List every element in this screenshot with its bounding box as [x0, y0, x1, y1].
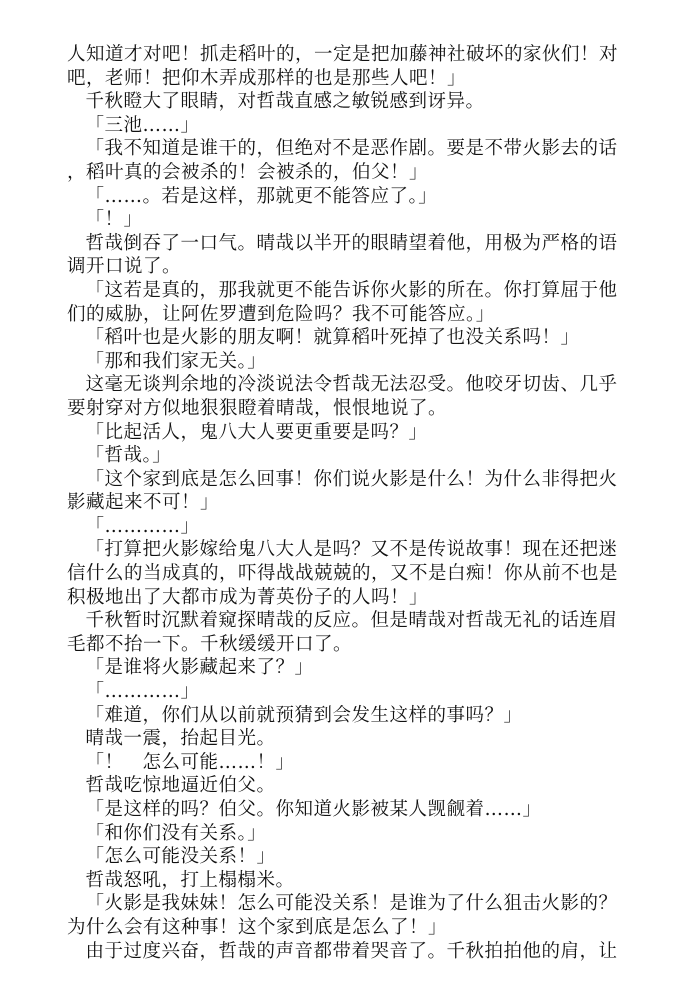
paragraph: 「稻叶也是火影的朋友啊！就算稻叶死掉了也没关系吗！」	[85, 327, 580, 349]
paragraph: 「这若是真的，那我就更不能告诉你火影的所在。你打算屈于他们的威胁，让阿佐罗遭到危险吗？我不可能答应。」	[67, 279, 618, 325]
paragraph: 「！」	[85, 209, 143, 231]
paragraph: 哲哉怒吼，打上榻榻米。	[85, 869, 295, 891]
body-text	[67, 43, 633, 963]
paragraph: 由于过度兴奋，哲哉的声音都带着哭音了。千秋拍拍他的肩，让	[85, 940, 618, 962]
paragraph: 千秋暂时沉默着窥探晴哉的反应。但是晴哉对哲哉无礼的话连眉毛都不抬一下。千秋缓缓开口了。	[67, 610, 618, 655]
paragraph: 「……。若是这样，那就更不能答应了。」	[85, 185, 438, 207]
paragraph: 「是谁将火影藏起来了？」	[85, 657, 314, 679]
paragraph: 晴哉一震，抬起目光。	[85, 728, 276, 750]
paragraph: 「三池……」	[85, 114, 200, 136]
paragraph: 「比起活人，鬼八大人要更重要是吗？」	[85, 421, 428, 443]
paragraph: 千秋瞪大了眼睛，对哲哉直感之敏锐感到讶异。	[85, 91, 485, 113]
paragraph: 「这个家到底是怎么回事！你们说火影是什么！为什么非得把火影藏起来不可！」	[67, 468, 618, 514]
paragraph: 「和你们没有关系。」	[85, 822, 267, 844]
paragraph: 「火影是我妹妹！怎么可能没关系！是谁为了什么狙击火影的？为什么会有这种事！这个家到底是怎么了！」	[67, 893, 618, 938]
paragraph: 「…………」	[85, 681, 200, 703]
paragraph: 「！ 怎么可能……！」	[85, 751, 295, 773]
paragraph: 「难道，你们从以前就预猜到会发生这样的事吗？」	[85, 704, 523, 726]
paragraph: 「…………」	[85, 515, 200, 537]
paragraph: 「我不知道是谁干的，但绝对不是恶作剧。要是不带火影去的话，稻叶真的会被杀的！会被杀的，伯父！」	[67, 138, 618, 183]
paragraph: 「是这样的吗？伯父。你知道火影被某人觊觎着……」	[85, 799, 542, 820]
paragraph: 哲哉吃惊地逼近伯父。	[85, 775, 276, 797]
paragraph: 这毫无谈判余地的冷淡说法令哲哉无法忍受。他咬牙切齿、几乎要射穿对方似地狠狠瞪着晴哉，恨恨地说了。	[67, 374, 618, 419]
paragraph: 哲哉倒吞了一口气。晴哉以半开的眼睛望着他，用极为严格的语调开口说了。	[67, 232, 618, 278]
paragraph: 「哲哉。」	[85, 445, 172, 467]
paragraph: 「打算把火影嫁给鬼八大人是吗？又不是传说故事！现在还把迷信什么的当成真的，吓得战战兢兢的，又不是白痴！你从前不也是积极地出了大都市成为菁英份子的人吗！」	[67, 539, 619, 608]
paragraph: 「怎么可能没关系！」	[85, 846, 276, 868]
paragraph: 「那和我们家无关。」	[85, 350, 267, 372]
paragraph: 人知道才对吧！抓走稻叶的，一定是把加藤神社破坏的家伙们！对吧，老师！把仰木弄成那样的也是那些人吧！」	[67, 44, 619, 89]
